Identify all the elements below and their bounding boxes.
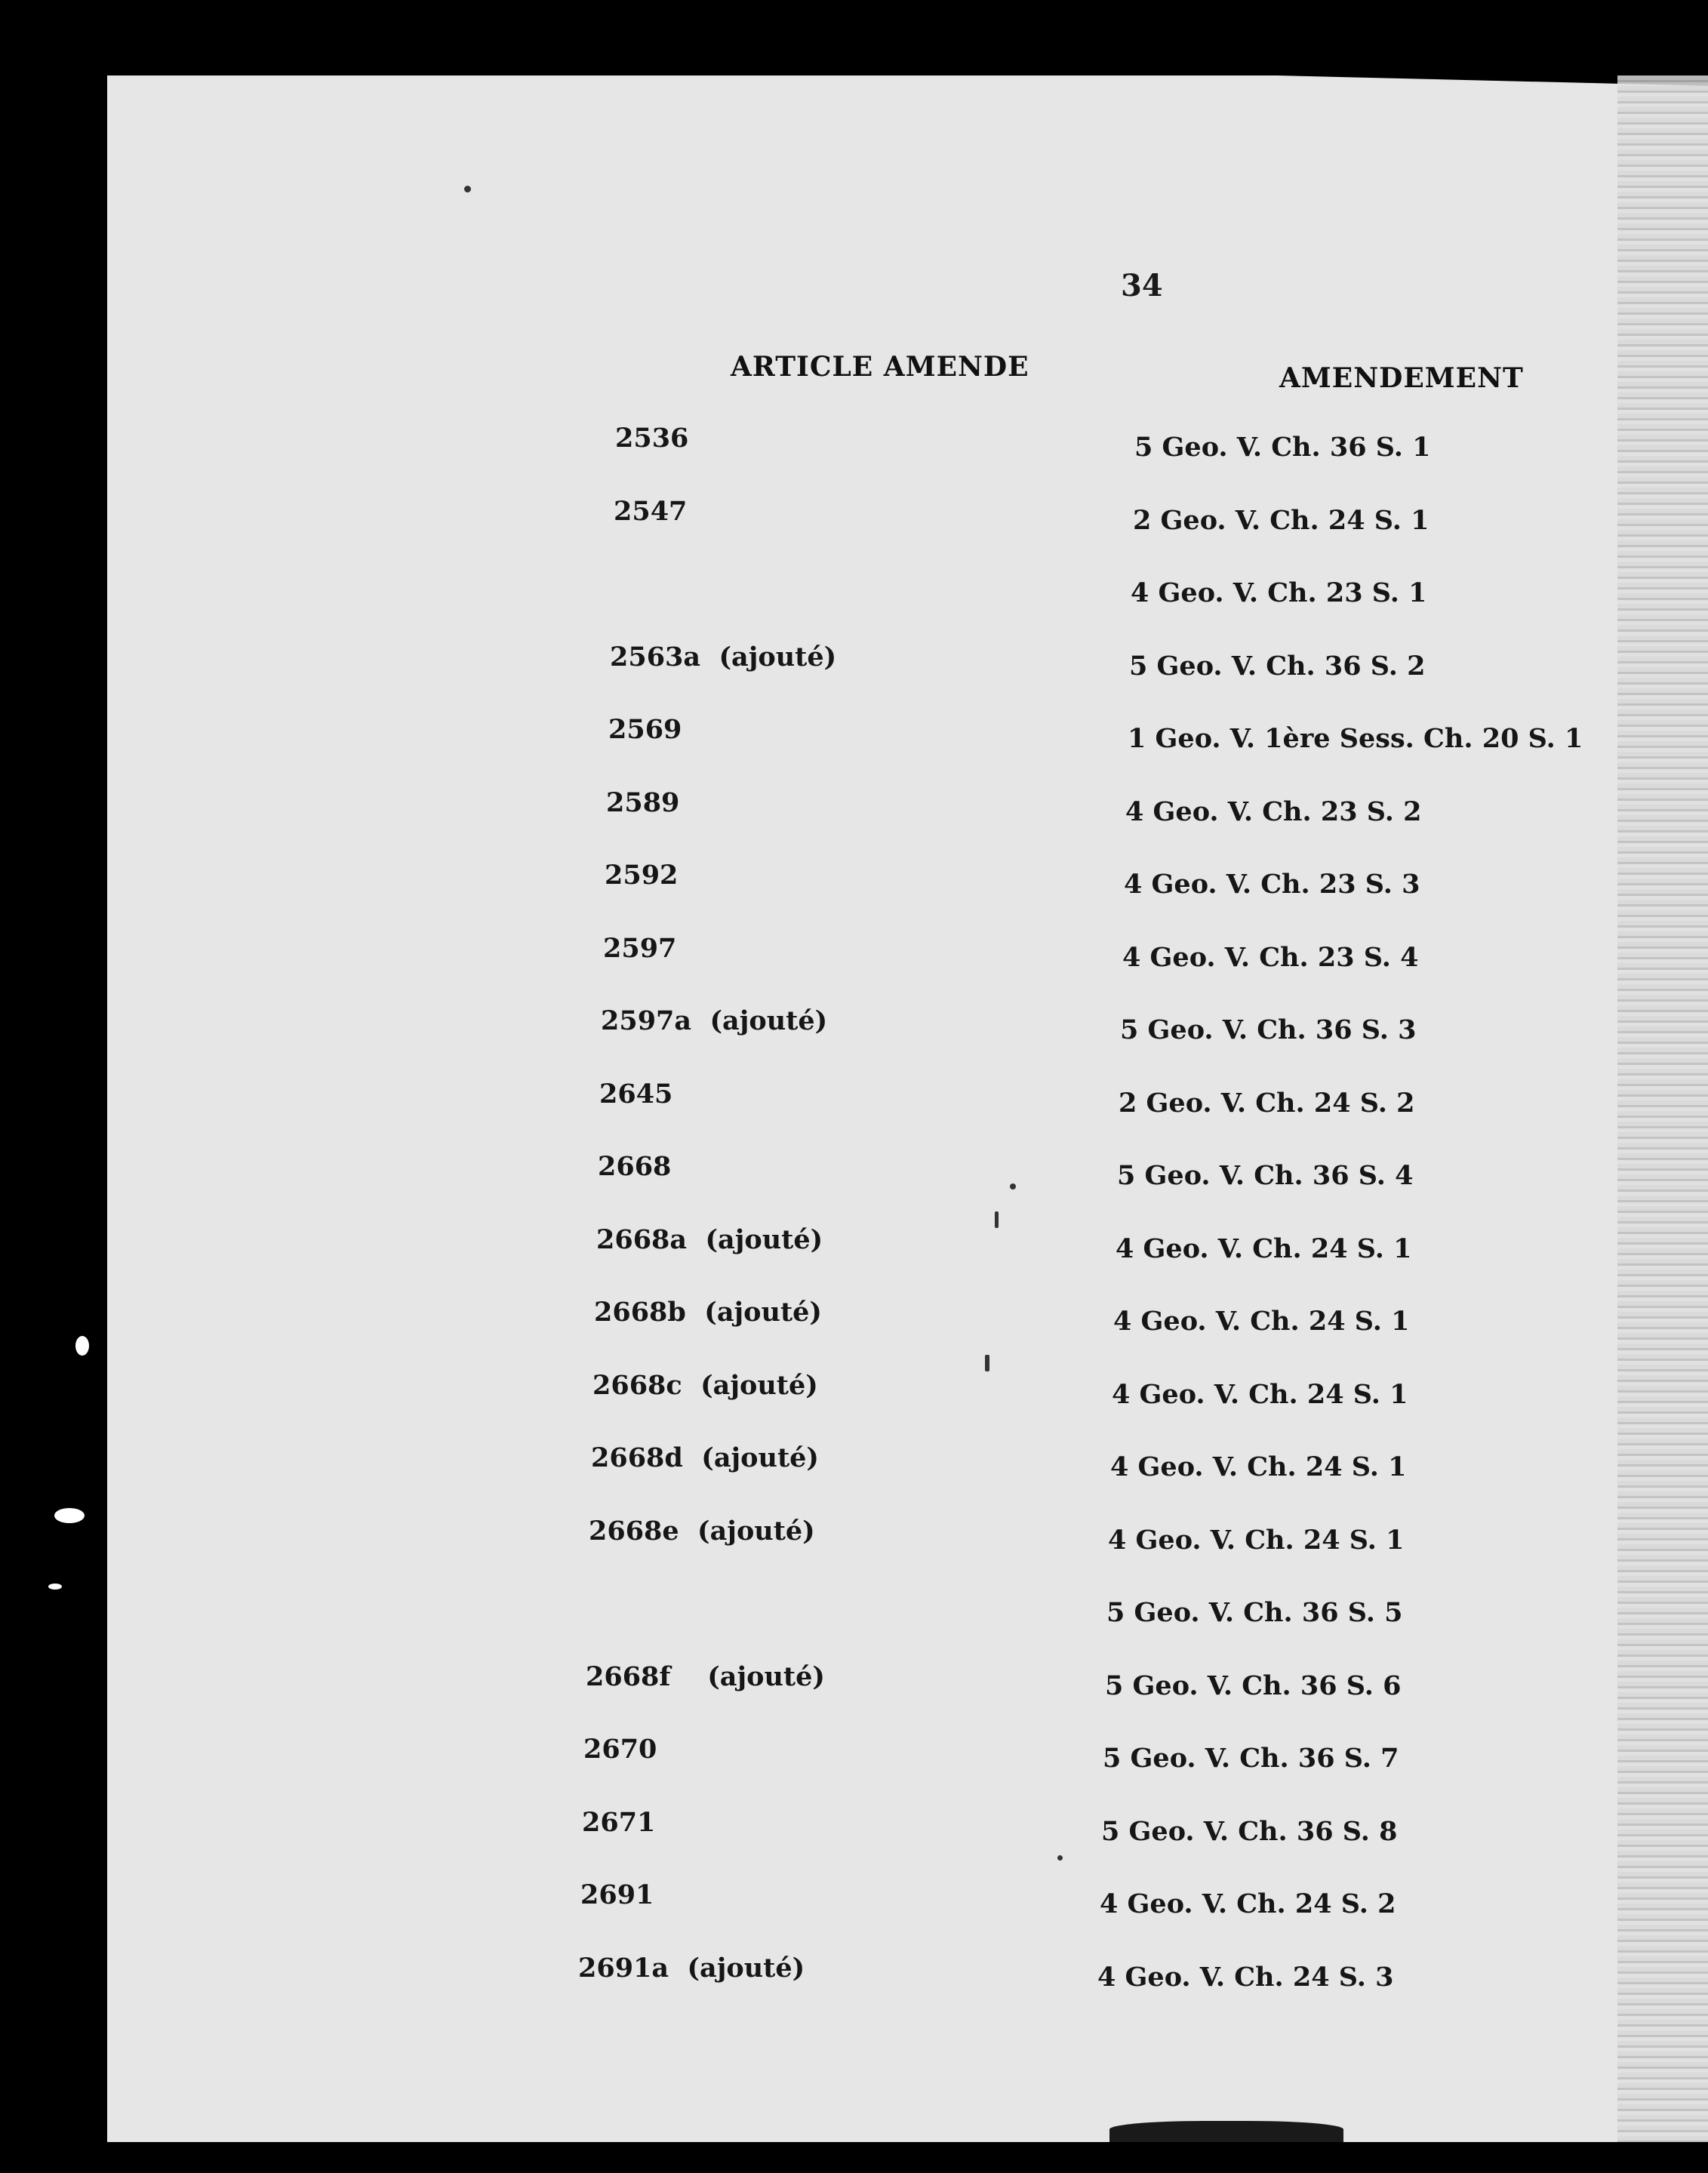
- amendment-cell: 4 Geo. V. Ch. 24 S. 2: [1100, 1888, 1396, 1919]
- table-row: [0, 1661, 1708, 1707]
- scan-speck: [464, 186, 471, 192]
- article-cell: 2668a (ajouté): [596, 1223, 823, 1255]
- article-cell: 2670: [583, 1734, 657, 1765]
- table-row: [0, 423, 1708, 468]
- table-row: [0, 933, 1708, 978]
- article-cell: 2569: [608, 714, 682, 745]
- amendment-cell: 4 Geo. V. Ch. 23 S. 3: [1124, 869, 1420, 900]
- article-cell: 2691a (ajouté): [578, 1952, 805, 1984]
- scan-speck: [985, 1355, 989, 1371]
- amendment-cell: 4 Geo. V. Ch. 24 S. 1: [1116, 1233, 1412, 1264]
- table-row: [0, 1879, 1708, 1925]
- table-row: [0, 1516, 1708, 1561]
- table-row: [0, 1442, 1708, 1488]
- amendment-cell: 4 Geo. V. Ch. 24 S. 1: [1112, 1378, 1408, 1410]
- table-row: [0, 496, 1708, 541]
- table-row: [0, 1005, 1708, 1051]
- amendment-cell: 5 Geo. V. Ch. 36 S. 4: [1117, 1160, 1414, 1191]
- article-cell: 2563a (ajouté): [610, 641, 837, 673]
- edge-blob: [48, 1584, 62, 1590]
- amendment-cell: 4 Geo. V. Ch. 24 S. 3: [1097, 1961, 1394, 1993]
- amendment-cell: 4 Geo. V. Ch. 24 S. 1: [1110, 1451, 1407, 1482]
- article-cell: 2668e (ajouté): [589, 1515, 815, 1547]
- table-row: [0, 1588, 1708, 1633]
- table-row: [0, 568, 1708, 614]
- article-cell: 2668: [598, 1151, 672, 1182]
- article-cell: 2597: [603, 932, 677, 964]
- table-row: [0, 714, 1708, 759]
- amendment-cell: 4 Geo. V. Ch. 24 S. 1: [1113, 1306, 1410, 1337]
- article-cell: 2589: [606, 786, 680, 818]
- table-row: [0, 1224, 1708, 1270]
- amendment-cell: 2 Geo. V. Ch. 24 S. 1: [1133, 504, 1429, 536]
- amendment-cell: 4 Geo. V. Ch. 23 S. 2: [1125, 796, 1422, 827]
- article-cell: 2668b (ajouté): [594, 1297, 822, 1328]
- amendment-cell: 1 Geo. V. 1ère Sess. Ch. 20 S. 1: [1128, 723, 1583, 754]
- table-row: [0, 787, 1708, 833]
- scan-speck: [995, 1211, 999, 1228]
- article-cell: 2536: [615, 423, 689, 454]
- table-row: [0, 1370, 1708, 1415]
- scan-speck: [1057, 1855, 1063, 1861]
- amendment-cell: 5 Geo. V. Ch. 36 S. 8: [1101, 1815, 1398, 1847]
- amendment-cell: 5 Geo. V. Ch. 36 S. 2: [1129, 650, 1426, 682]
- table-row: [0, 1151, 1708, 1196]
- page-number: 34: [1121, 268, 1163, 303]
- amendment-cell: 5 Geo. V. Ch. 36 S. 5: [1106, 1597, 1403, 1628]
- amendment-cell: 4 Geo. V. Ch. 23 S. 1: [1131, 577, 1427, 608]
- edge-blob: [54, 1508, 85, 1523]
- article-cell: 2645: [599, 1078, 673, 1110]
- bottom-smudge: [1109, 2121, 1343, 2142]
- table-row: [0, 1807, 1708, 1852]
- table-row: [0, 1734, 1708, 1779]
- amendment-cell: 4 Geo. V. Ch. 24 S. 1: [1108, 1524, 1405, 1556]
- article-cell: 2547: [614, 495, 688, 527]
- article-cell: 2668f (ajouté): [586, 1661, 825, 1692]
- article-cell: 2671: [582, 1806, 656, 1838]
- table-row: [0, 1297, 1708, 1342]
- article-column-header: ARTICLE AMENDE: [731, 351, 1029, 383]
- table-row: [0, 1079, 1708, 1124]
- table-row: [0, 1953, 1708, 1998]
- amendment-cell: 2 Geo. V. Ch. 24 S. 2: [1119, 1087, 1415, 1119]
- table-row: [0, 860, 1708, 905]
- article-cell: 2668c (ajouté): [592, 1369, 818, 1401]
- amendment-cell: 4 Geo. V. Ch. 23 S. 4: [1122, 941, 1419, 973]
- article-cell: 2597a (ajouté): [601, 1005, 828, 1036]
- article-cell: 2668d (ajouté): [591, 1442, 819, 1473]
- amendment-cell: 5 Geo. V. Ch. 36 S. 3: [1120, 1014, 1417, 1045]
- article-cell: 2592: [605, 860, 679, 891]
- scan-speck: [1010, 1183, 1016, 1190]
- amendment-cell: 5 Geo. V. Ch. 36 S. 1: [1134, 432, 1431, 463]
- amendment-cell: 5 Geo. V. Ch. 36 S. 7: [1103, 1743, 1399, 1774]
- amendment-cell: 5 Geo. V. Ch. 36 S. 6: [1105, 1670, 1402, 1701]
- article-cell: 2691: [580, 1879, 654, 1910]
- amendment-column-header: AMENDEMENT: [1279, 362, 1524, 394]
- table-row: [0, 642, 1708, 687]
- edge-blob: [75, 1336, 89, 1356]
